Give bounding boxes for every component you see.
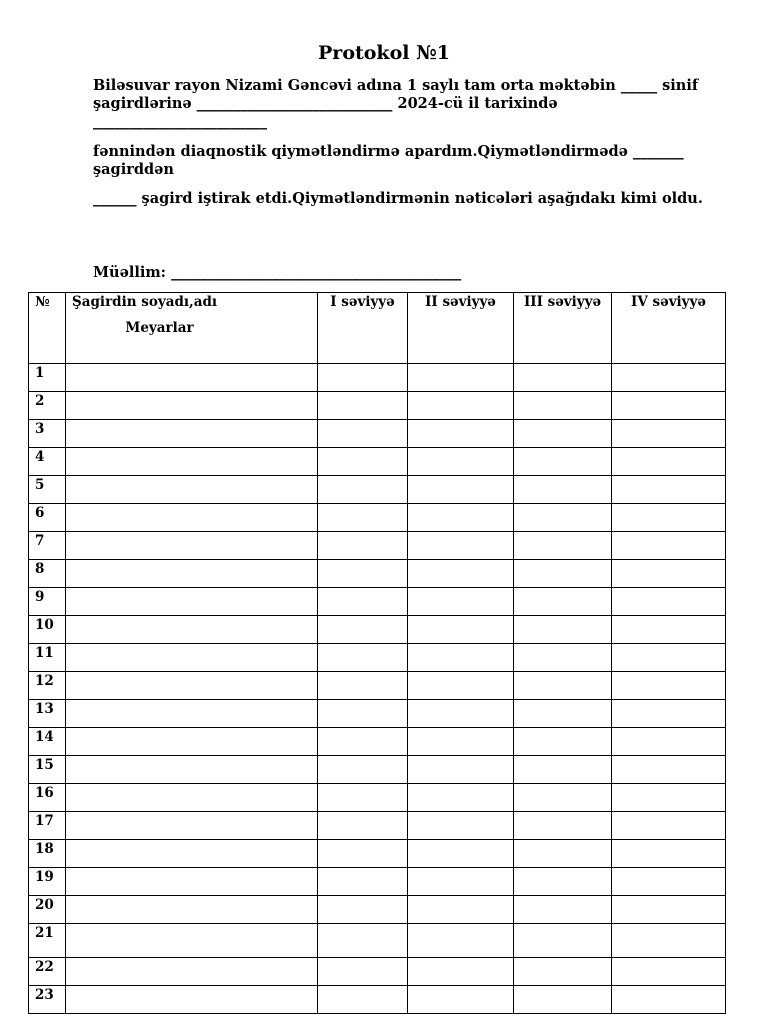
- level-3-cell[interactable]: [514, 672, 612, 700]
- table-row: [29, 700, 726, 728]
- table-row: [29, 588, 726, 616]
- student-name-cell[interactable]: [66, 476, 318, 504]
- student-name-cell[interactable]: [66, 392, 318, 420]
- level-1-cell[interactable]: [318, 504, 408, 532]
- row-number: 15: [29, 756, 66, 784]
- level-1-cell[interactable]: [318, 644, 408, 672]
- header-student-name: [66, 293, 318, 364]
- table-row: [29, 840, 726, 868]
- level-3-cell[interactable]: [514, 812, 612, 840]
- level-3-cell[interactable]: [514, 840, 612, 868]
- level-4-cell[interactable]: [612, 958, 726, 986]
- row-number: 13: [29, 700, 66, 728]
- level-3-cell[interactable]: [514, 420, 612, 448]
- level-2-cell[interactable]: [408, 868, 514, 896]
- level-3-cell[interactable]: [514, 958, 612, 986]
- student-name-cell[interactable]: [66, 958, 318, 986]
- table-row: [29, 958, 726, 986]
- level-1-cell[interactable]: [318, 868, 408, 896]
- table-row: [29, 784, 726, 812]
- student-name-cell[interactable]: [66, 986, 318, 1014]
- results-table: [28, 292, 726, 1014]
- student-name-cell[interactable]: [66, 896, 318, 924]
- level-1-cell[interactable]: [318, 392, 408, 420]
- level-4-cell[interactable]: [612, 588, 726, 616]
- level-3-cell[interactable]: [514, 924, 612, 958]
- row-number: 22: [29, 958, 66, 986]
- row-number: 21: [29, 924, 66, 958]
- student-name-cell[interactable]: [66, 728, 318, 756]
- level-1-cell[interactable]: [318, 986, 408, 1014]
- level-1-cell[interactable]: [318, 958, 408, 986]
- student-name-cell[interactable]: [66, 812, 318, 840]
- level-3-cell[interactable]: [514, 986, 612, 1014]
- level-3-cell[interactable]: [514, 532, 612, 560]
- level-1-cell[interactable]: [318, 840, 408, 868]
- level-2-cell[interactable]: [408, 532, 514, 560]
- level-1-cell[interactable]: [318, 448, 408, 476]
- level-2-cell[interactable]: [408, 392, 514, 420]
- row-number: 4: [29, 448, 66, 476]
- row-number: 23: [29, 986, 66, 1014]
- level-4-cell[interactable]: [612, 420, 726, 448]
- level-2-cell[interactable]: [408, 924, 514, 958]
- level-1-cell[interactable]: [318, 476, 408, 504]
- table-row: [29, 448, 726, 476]
- level-2-cell[interactable]: [408, 840, 514, 868]
- level-3-cell[interactable]: [514, 700, 612, 728]
- table-row: [29, 728, 726, 756]
- table-row: [29, 756, 726, 784]
- row-number: 7: [29, 532, 66, 560]
- level-3-cell[interactable]: [514, 784, 612, 812]
- level-4-cell[interactable]: [612, 392, 726, 420]
- level-2-cell[interactable]: [408, 616, 514, 644]
- level-4-cell[interactable]: [612, 728, 726, 756]
- table-row: [29, 644, 726, 672]
- table-row: [29, 812, 726, 840]
- row-number: 19: [29, 868, 66, 896]
- level-4-cell[interactable]: [612, 560, 726, 588]
- level-2-cell[interactable]: [408, 476, 514, 504]
- level-3-cell[interactable]: [514, 560, 612, 588]
- student-name-cell[interactable]: [66, 616, 318, 644]
- level-1-cell[interactable]: [318, 728, 408, 756]
- table-row: [29, 560, 726, 588]
- row-number: 18: [29, 840, 66, 868]
- header-level-2: II səviyyə: [408, 293, 514, 364]
- level-3-cell[interactable]: [514, 476, 612, 504]
- level-2-cell[interactable]: [408, 700, 514, 728]
- subject-paragraph: fənnindən diaqnostik qiymətləndirmə apardım.Qiymətləndirmədə _______ şagirddən: [93, 143, 684, 178]
- header-level-1: I səviyyə: [318, 293, 408, 364]
- row-number: 9: [29, 588, 66, 616]
- level-2-cell[interactable]: [408, 364, 514, 392]
- level-2-cell[interactable]: [408, 644, 514, 672]
- header-level-4: IV səviyyə: [612, 293, 726, 364]
- table-row: [29, 476, 726, 504]
- level-1-cell[interactable]: [318, 560, 408, 588]
- page-title: Protokol №1: [318, 42, 450, 64]
- level-1-cell[interactable]: [318, 700, 408, 728]
- table-row: [29, 896, 726, 924]
- student-name-cell[interactable]: [66, 448, 318, 476]
- level-4-cell[interactable]: [612, 784, 726, 812]
- level-2-cell[interactable]: [408, 448, 514, 476]
- level-3-cell[interactable]: [514, 728, 612, 756]
- level-2-cell[interactable]: [408, 958, 514, 986]
- table-row: [29, 364, 726, 392]
- level-2-cell[interactable]: [408, 812, 514, 840]
- table-row: [29, 986, 726, 1014]
- table-row: [29, 616, 726, 644]
- level-2-cell[interactable]: [408, 504, 514, 532]
- header-number: №: [29, 293, 66, 364]
- student-name-cell[interactable]: [66, 784, 318, 812]
- row-number: 2: [29, 392, 66, 420]
- level-3-cell[interactable]: [514, 756, 612, 784]
- row-number: 20: [29, 896, 66, 924]
- header-criteria-label: Meyarlar: [125, 320, 194, 336]
- level-1-cell[interactable]: [318, 420, 408, 448]
- level-4-cell[interactable]: [612, 616, 726, 644]
- level-3-cell[interactable]: [514, 868, 612, 896]
- level-3-cell[interactable]: [514, 644, 612, 672]
- level-4-cell[interactable]: [612, 868, 726, 896]
- level-2-cell[interactable]: [408, 756, 514, 784]
- level-2-cell[interactable]: [408, 588, 514, 616]
- level-2-cell[interactable]: [408, 728, 514, 756]
- row-number: 8: [29, 560, 66, 588]
- student-name-cell[interactable]: [66, 924, 318, 958]
- table-row: [29, 392, 726, 420]
- student-name-cell[interactable]: [66, 700, 318, 728]
- table-row: [29, 672, 726, 700]
- level-4-cell[interactable]: [612, 532, 726, 560]
- level-2-cell[interactable]: [408, 420, 514, 448]
- teacher-line: Müəllim: ________________________________________: [93, 264, 462, 281]
- student-name-cell[interactable]: [66, 588, 318, 616]
- row-number: 14: [29, 728, 66, 756]
- level-4-cell[interactable]: [612, 448, 726, 476]
- intro-paragraph: Biləsuvar rayon Nizami Gəncəvi adına 1 saylı tam orta məktəbin _____ sinif şagirdlərinə ___________________________ 2024-cü il tarixində ________________________: [93, 77, 699, 130]
- level-3-cell[interactable]: [514, 504, 612, 532]
- row-number: 6: [29, 504, 66, 532]
- level-4-cell[interactable]: [612, 840, 726, 868]
- level-2-cell[interactable]: [408, 986, 514, 1014]
- student-name-cell[interactable]: [66, 840, 318, 868]
- header-name-label: Şagirdin soyadı,adı: [72, 294, 218, 310]
- level-1-cell[interactable]: [318, 924, 408, 958]
- level-2-cell[interactable]: [408, 784, 514, 812]
- level-1-cell[interactable]: [318, 588, 408, 616]
- level-3-cell[interactable]: [514, 364, 612, 392]
- level-2-cell[interactable]: [408, 672, 514, 700]
- row-number: 3: [29, 420, 66, 448]
- row-number: 5: [29, 476, 66, 504]
- level-1-cell[interactable]: [318, 812, 408, 840]
- student-name-cell[interactable]: [66, 756, 318, 784]
- row-number: 12: [29, 672, 66, 700]
- student-name-cell[interactable]: [66, 504, 318, 532]
- level-3-cell[interactable]: [514, 896, 612, 924]
- level-4-cell[interactable]: [612, 644, 726, 672]
- row-number: 1: [29, 364, 66, 392]
- level-4-cell[interactable]: [612, 896, 726, 924]
- level-3-cell[interactable]: [514, 392, 612, 420]
- level-1-cell[interactable]: [318, 532, 408, 560]
- header-level-3: III səviyyə: [514, 293, 612, 364]
- table-row: [29, 532, 726, 560]
- level-4-cell[interactable]: [612, 672, 726, 700]
- level-2-cell[interactable]: [408, 560, 514, 588]
- student-name-cell[interactable]: [66, 560, 318, 588]
- table-row: [29, 868, 726, 896]
- student-name-cell[interactable]: [66, 868, 318, 896]
- level-1-cell[interactable]: [318, 364, 408, 392]
- level-4-cell[interactable]: [612, 700, 726, 728]
- level-3-cell[interactable]: [514, 588, 612, 616]
- student-name-cell[interactable]: [66, 672, 318, 700]
- table-body: [29, 364, 726, 1014]
- level-1-cell[interactable]: [318, 784, 408, 812]
- level-1-cell[interactable]: [318, 756, 408, 784]
- level-4-cell[interactable]: [612, 476, 726, 504]
- level-1-cell[interactable]: [318, 672, 408, 700]
- student-name-cell[interactable]: [66, 420, 318, 448]
- row-number: 10: [29, 616, 66, 644]
- student-name-cell[interactable]: [66, 644, 318, 672]
- table-row: [29, 924, 726, 958]
- level-1-cell[interactable]: [318, 616, 408, 644]
- row-number: 11: [29, 644, 66, 672]
- table-row: [29, 504, 726, 532]
- level-4-cell[interactable]: [612, 504, 726, 532]
- level-1-cell[interactable]: [318, 896, 408, 924]
- level-4-cell[interactable]: [612, 924, 726, 958]
- student-name-cell[interactable]: [66, 532, 318, 560]
- level-4-cell[interactable]: [612, 986, 726, 1014]
- student-name-cell[interactable]: [66, 364, 318, 392]
- level-2-cell[interactable]: [408, 896, 514, 924]
- row-number: 16: [29, 784, 66, 812]
- level-4-cell[interactable]: [612, 364, 726, 392]
- level-4-cell[interactable]: [612, 756, 726, 784]
- row-number: 17: [29, 812, 66, 840]
- level-3-cell[interactable]: [514, 448, 612, 476]
- table-header-row: [29, 293, 726, 364]
- table-row: [29, 420, 726, 448]
- level-4-cell[interactable]: [612, 812, 726, 840]
- participation-paragraph: ______ şagird iştirak etdi.Qiymətləndirmənin nəticələri aşağıdakı kimi oldu.: [93, 190, 703, 207]
- level-3-cell[interactable]: [514, 616, 612, 644]
